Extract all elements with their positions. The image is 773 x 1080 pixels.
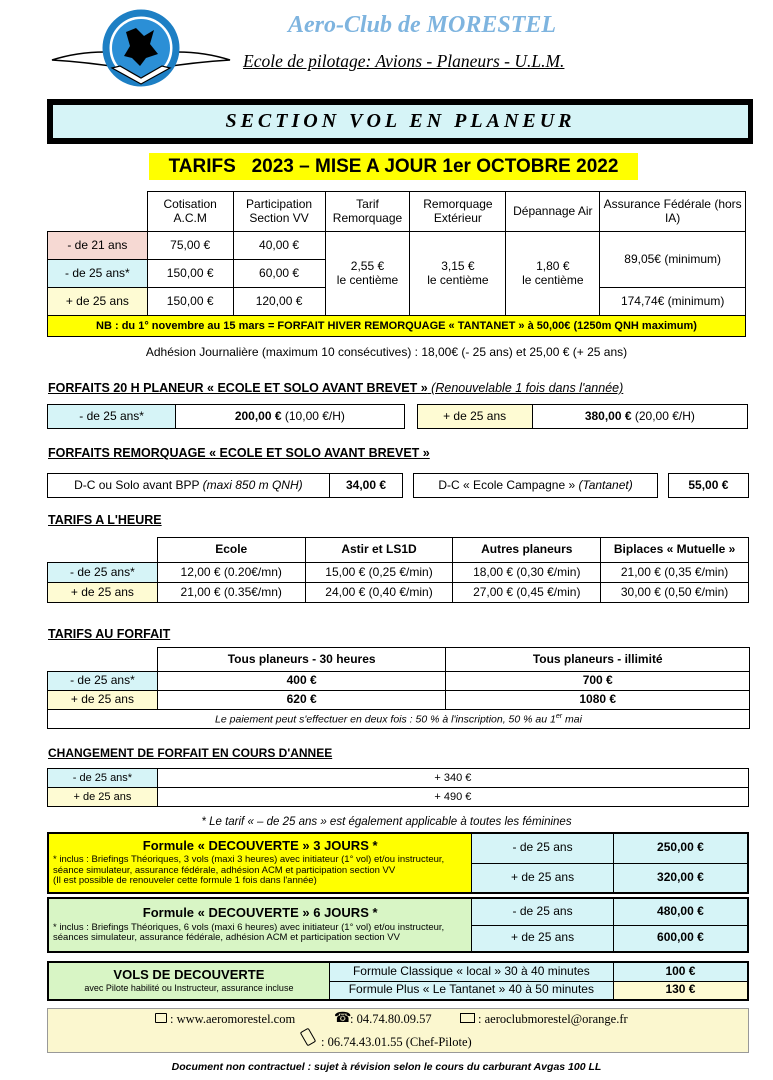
main-tarif-table	[47, 191, 746, 337]
cotisation-cell: 75,00 €	[147, 232, 233, 260]
tarifs-title: TARIFS 2023 – MISE A JOUR 1er OCTOBRE 2022	[149, 153, 638, 180]
decouverte6-title: Formule « DECOUVERTE » 6 JOURS *	[142, 904, 378, 920]
remorquage-c1: D-C ou Solo avant BPP (maxi 850 m QNH)	[48, 474, 330, 498]
phone-number: : 04.74.80.09.57	[350, 1012, 432, 1026]
forfait-cell: 620 €	[157, 691, 446, 710]
exterieur-cell: 3,15 € le centième	[410, 232, 506, 316]
row-label: - de 25 ans	[472, 898, 614, 925]
forfait20-plus-label: + de 25 ans	[417, 405, 532, 429]
row-label: + de 25 ans	[472, 863, 614, 893]
row-label: + de 25 ans	[48, 583, 158, 603]
participation-cell: 120,00 €	[233, 288, 325, 316]
forfait-cell: 700 €	[446, 672, 750, 691]
hdr-exterieur: Remorquage Extérieur	[410, 192, 506, 232]
participation-cell: 40,00 €	[233, 232, 325, 260]
forfait20-minus-label: - de 25 ans*	[48, 405, 176, 429]
cotisation-cell: 150,00 €	[147, 288, 233, 316]
forfait20-title: FORFAITS 20 H PLANEUR « ECOLE ET SOLO AVANT BREVET » (Renouvelable 1 fois dans l'année)	[48, 381, 624, 395]
heure-cell: 30,00 € (0,50 €/min)	[601, 583, 749, 603]
website-link[interactable]: : www.aeromorestel.com	[170, 1012, 296, 1026]
cotisation-cell: 150,00 €	[147, 260, 233, 288]
price-cell: 130 €	[613, 981, 748, 1000]
row-label: - de 21 ans	[48, 232, 148, 260]
price-cell: 250,00 €	[613, 833, 748, 863]
forfait-hdr: Tous planeurs - illimité	[446, 648, 750, 672]
decouverte6-desc: Formule « DECOUVERTE » 6 JOURS * * inclus : Briefings Théoriques, 6 vols (maxi 6 heures) avec initiateur (1° vol) et/ou instructeur, séances simulateur, assurance fédérale, adhésion ACM et participation section VV	[48, 898, 472, 952]
depannage-cell: 1,80 € le centième	[506, 232, 600, 316]
row-label: Formule Plus « Le Tantanet » 40 à 50 minutes	[329, 981, 613, 1000]
hdr-remorquage: Tarif Remorquage	[325, 192, 410, 232]
hdr-participation: Participation Section VV	[233, 192, 325, 232]
heure-hdr: Astir et LS1D	[305, 538, 453, 563]
row-label: Formule Classique « local » 30 à 40 minutes	[329, 962, 613, 981]
forfait20-plus-price: 380,00 € (20,00 €/H)	[532, 405, 747, 429]
price-cell: 600,00 €	[613, 925, 748, 952]
row-label: - de 25 ans	[472, 833, 614, 863]
heure-hdr: Biplaces « Mutuelle »	[601, 538, 749, 563]
adhesion-text: Adhésion Journalière (maximum 10 consécutives) : 18,00€ (- 25 ans) et 25,00 € (+ 25 ans)	[145, 345, 628, 359]
remorquage-c2: D-C « Ecole Campagne » (Tantanet)	[414, 474, 658, 498]
remorquage-table	[47, 473, 749, 498]
vols-table	[47, 961, 749, 1001]
forfait20-note: (Renouvelable 1 fois dans l'année)	[431, 381, 624, 395]
row-label: + de 25 ans	[48, 288, 148, 316]
hdr-depannage: Dépannage Air	[506, 192, 600, 232]
vols-title: VOLS DE DECOUVERTE	[113, 967, 265, 983]
forfait-hdr: Tous planeurs - 30 heures	[157, 648, 446, 672]
decouverte3-title: Formule « DECOUVERTE » 3 JOURS *	[142, 837, 378, 853]
heure-cell: 24,00 € (0,40 €/min)	[305, 583, 453, 603]
heure-table	[47, 537, 749, 603]
row-label: - de 25 ans*	[48, 672, 158, 691]
section-title: SECTION VOL EN PLANEUR	[53, 105, 748, 138]
hdr-cotisation: Cotisation A.C.M	[147, 192, 233, 232]
heure-cell: 27,00 € (0,45 €/min)	[453, 583, 601, 603]
heure-cell: 12,00 € (0.20€/mn)	[157, 563, 305, 583]
decouverte3-table	[47, 832, 749, 894]
row-label: - de 25 ans*	[48, 563, 158, 583]
computer-icon	[155, 1013, 167, 1023]
footer-disclaimer: Document non contractuel : sujet à révision selon le cours du carburant Avgas 100 LL	[171, 1061, 602, 1073]
remorquage-c1-price: 34,00 €	[329, 474, 403, 498]
section-title-box	[47, 99, 753, 144]
changement-cell: + 340 €	[157, 769, 748, 788]
assurance-cell: 174,74€ (minimum)	[600, 288, 746, 316]
row-label: + de 25 ans	[472, 925, 614, 952]
forfait-table	[47, 647, 750, 729]
decouverte6-table	[47, 897, 749, 953]
price-cell: 480,00 €	[613, 898, 748, 925]
vols-desc	[48, 962, 329, 1000]
email-icon	[460, 1013, 475, 1023]
mobile-icon	[300, 1028, 317, 1047]
row-label: - de 25 ans*	[48, 260, 148, 288]
decouverte3-desc: Formule « DECOUVERTE » 3 JOURS * * inclus : Briefings Théoriques, 3 vols (maxi 3 heures) avec initiateur (1° vol) et/ou instructeur, séance simulateur, assurance fédérale, adhésion ACM et participation section VV (Il est possible de renouveler cette formule 1 fois dans l'année)	[48, 833, 472, 893]
email-link[interactable]: : aeroclubmorestel@orange.fr	[478, 1012, 628, 1026]
mobile-number: : 06.74.43.01.55 (Chef-Pilote)	[321, 1035, 472, 1049]
forfait20-minus-price: 200,00 € (10,00 €/H)	[176, 405, 404, 429]
heure-cell: 18,00 € (0,30 €/min)	[453, 563, 601, 583]
forfait-title: TARIFS AU FORFAIT	[48, 627, 171, 641]
tarif-note: * Le tarif « – de 25 ans » est également applicable à toutes les féminines	[201, 816, 572, 828]
forfait-note: Le paiement peut s'effectuer en deux fois : 50 % à l'inscription, 50 % au 1er mai	[48, 710, 750, 729]
vols-sub: avec Pilote habilité ou Instructeur, assurance incluse	[84, 983, 294, 994]
row-label: + de 25 ans	[48, 788, 158, 807]
heure-cell: 21,00 € (0,35 €/min)	[601, 563, 749, 583]
remorquage-cell: 2,55 € le centième	[325, 232, 410, 316]
assurance-cell: 89,05€ (minimum)	[600, 232, 746, 288]
price-cell: 320,00 €	[613, 863, 748, 893]
contact-box	[47, 1008, 749, 1053]
heure-hdr: Ecole	[157, 538, 305, 563]
heure-cell: 15,00 € (0,25 €/min)	[305, 563, 453, 583]
remorquage-c2-price: 55,00 €	[668, 474, 748, 498]
hdr-assurance: Assurance Fédérale (hors IA)	[600, 192, 746, 232]
row-label: + de 25 ans	[48, 691, 158, 710]
club-logo	[50, 8, 232, 90]
forfait-cell: 400 €	[157, 672, 446, 691]
nb-note: NB : du 1° novembre au 15 mars = FORFAIT HIVER REMORQUAGE « TANTANET » à 50,00€ (1250m QNH maximum)	[48, 316, 746, 337]
club-name: Aero-Club de MORESTEL	[288, 12, 557, 38]
participation-cell: 60,00 €	[233, 260, 325, 288]
forfait20-table	[47, 404, 748, 429]
remorquage-title: FORFAITS REMORQUAGE « ECOLE ET SOLO AVANT BREVET »	[48, 446, 430, 460]
price-cell: 100 €	[613, 962, 748, 981]
heure-title: TARIFS A L'HEURE	[48, 513, 162, 527]
changement-table	[47, 768, 749, 807]
forfait-cell: 1080 €	[446, 691, 750, 710]
school-subtitle: Ecole de pilotage: Avions - Planeurs - U.L.M.	[243, 51, 565, 71]
heure-cell: 21,00 € (0.35€/mn)	[157, 583, 305, 603]
phone-icon: ☎	[334, 1011, 352, 1026]
changement-title: CHANGEMENT DE FORFAIT EN COURS D'ANNEE	[48, 746, 333, 760]
heure-hdr: Autres planeurs	[453, 538, 601, 563]
changement-cell: + 490 €	[157, 788, 748, 807]
row-label: - de 25 ans*	[48, 769, 158, 788]
